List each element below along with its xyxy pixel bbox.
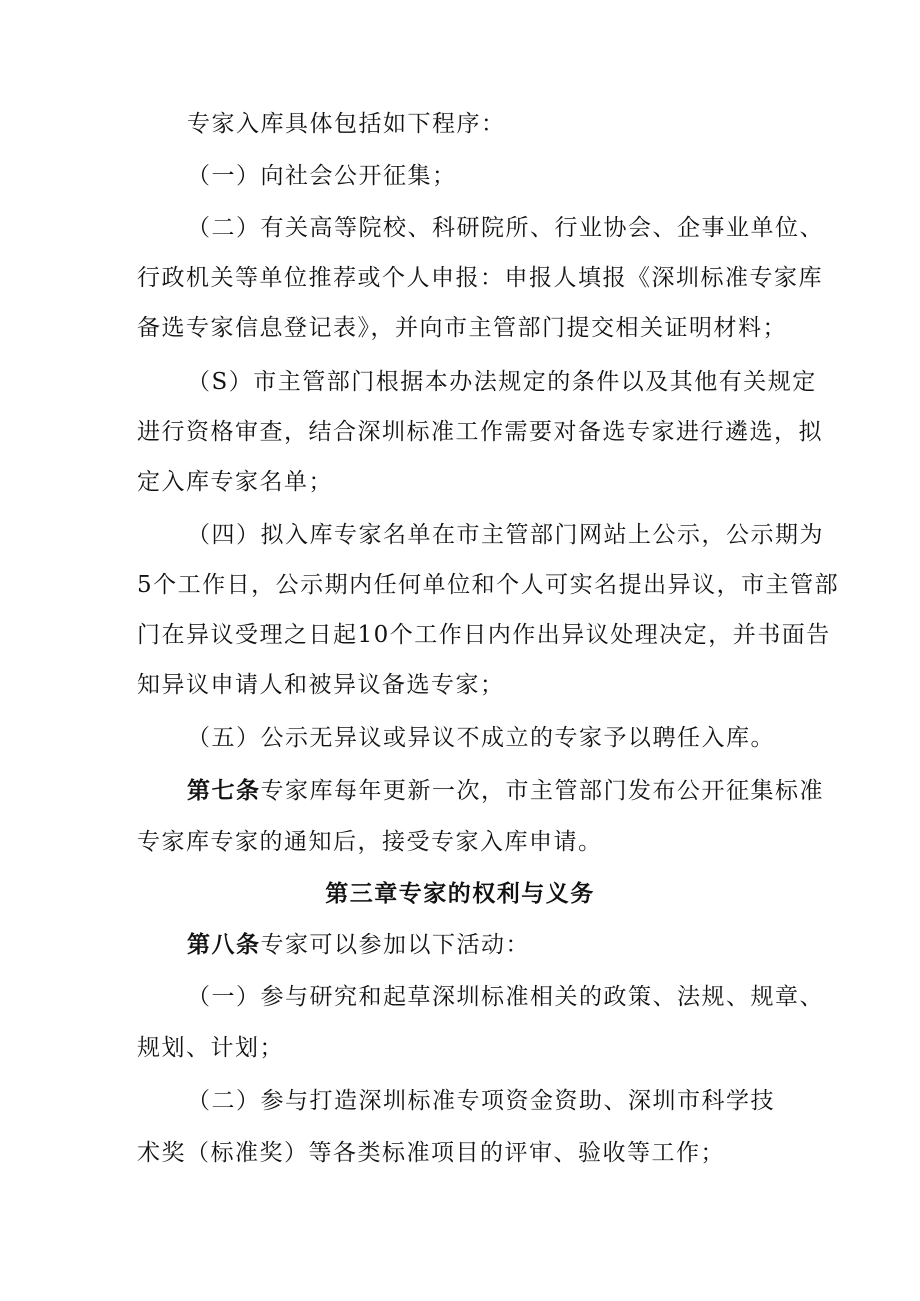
rights-item-1-line-1: （一）参与研究和起草深圳标准相关的政策、法规、规章、 <box>187 984 824 1010</box>
procedure-item-2-line-2: 行政机关等单位推荐或个人申报：申报人填报《深圳标准专家库 <box>137 265 823 291</box>
procedure-item-4-line-3: 门在异议受理之日起10个工作日内作出异议处理决定，并书面告 <box>137 622 831 648</box>
article-7-line-2: 专家库专家的通知后，接受专家入库申请。 <box>137 829 603 855</box>
rights-item-2-line-2: 术奖（标准奖）等各类标准项目的评审、验收等工作； <box>137 1140 725 1166</box>
intro-paragraph: 专家入库具体包括如下程序： <box>187 111 506 137</box>
procedure-item-1: （一）向社会公开征集； <box>187 163 457 189</box>
article-7-line-1 <box>187 771 920 811</box>
procedure-item-2-line-3: 备选专家信息登记表》，并向市主管部门提交相关证明材料； <box>137 315 787 341</box>
procedure-item-5: （五）公示无异议或异议不成立的专家予以聘任入库。 <box>187 725 775 751</box>
article-8-line <box>187 925 920 965</box>
article-8-label: 第八条 <box>187 931 261 958</box>
procedure-item-3-line-2: 进行资格审查，结合深圳标准工作需要对备选专家进行遴选，拟 <box>137 419 823 445</box>
procedure-item-4-line-1: （四）拟入库专家名单在市主管部门网站上公示，公示期为 <box>187 522 824 548</box>
article-8-text: 专家可以参加以下活动： <box>260 932 530 958</box>
procedure-item-2-line-1: （二）有关高等院校、科研院所、行业协会、企事业单位、 <box>187 215 824 241</box>
procedure-item-3-line-3: 定入库专家名单； <box>137 469 333 495</box>
procedure-item-4-line-2: 5个工作日，公示期内任何单位和个人可实名提出异议，市主管部 <box>137 572 840 598</box>
chapter-3-heading: 第三章专家的权利与义务 <box>325 880 595 907</box>
rights-item-1-line-2: 规划、计划； <box>137 1035 284 1061</box>
rights-item-2-line-1: （二）参与打造深圳标准专项资金资助、深圳市科学技 <box>187 1088 775 1114</box>
procedure-item-3-line-1: （S）市主管部门根据本办法规定的条件以及其他有关规定 <box>187 369 817 395</box>
article-7-text: 专家库每年更新一次，市主管部门发布公开征集标准 <box>260 778 824 804</box>
article-7-label: 第七条 <box>187 777 261 804</box>
procedure-item-4-line-4: 知异议申请人和被异议备选专家； <box>137 672 505 698</box>
